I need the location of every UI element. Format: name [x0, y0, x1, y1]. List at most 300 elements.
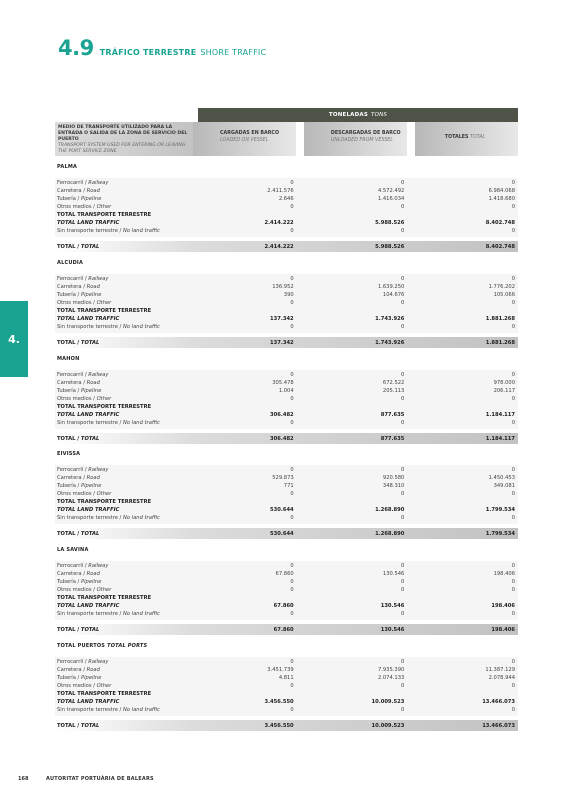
page-footer [18, 776, 154, 782]
port-section [55, 547, 518, 635]
row-label-es: Otros medios / [57, 587, 95, 593]
row-label-en: Road [86, 475, 100, 481]
row-label [55, 324, 194, 330]
total-cell: 8.402.748 [485, 243, 516, 250]
table-cell: 105.066 [493, 292, 516, 298]
row-label-en: Other [96, 587, 112, 593]
row-label-en: Other [96, 396, 112, 402]
row-label-en: No land traffic [122, 324, 160, 330]
table-cell: 390 [283, 292, 294, 298]
row-label-es: TOTAL TRANSPORTE TERRESTRE [57, 691, 152, 697]
row-label-en: No land traffic [122, 707, 160, 713]
table-cell: 306.482 [270, 412, 294, 418]
table-row [55, 379, 518, 387]
row-label [55, 707, 194, 713]
row-label-en: Pipeline [80, 483, 102, 489]
port-name [55, 547, 518, 555]
row-label-en: No land traffic [122, 420, 160, 426]
row-label-es: Ferrocarril / [57, 563, 87, 569]
table-cell: 0 [511, 587, 516, 593]
table-row [55, 578, 518, 586]
row-label [55, 188, 194, 194]
total-cell: 67.860 [273, 626, 294, 633]
table-row [55, 562, 518, 570]
table-row [55, 682, 518, 690]
table-row [55, 602, 518, 610]
table-row [55, 315, 518, 323]
table-cell: 529.873 [272, 475, 294, 481]
port-rows [55, 561, 518, 620]
table-cell: 1.184.117 [485, 412, 516, 418]
tons-group-header [198, 108, 518, 122]
row-label-es: Otros medios / [57, 300, 95, 306]
column-header-transport-es: MEDIO DE TRANSPORTE UTILIZADO PARA LA ENTRADA O SALIDA DE LA ZONA DE SERVICIO DEL PUERTO [58, 125, 188, 142]
table-cell: 0 [401, 324, 405, 330]
table-cell: 198.406 [491, 603, 516, 609]
table-cell: 0 [401, 707, 405, 713]
row-label [55, 204, 194, 210]
table-row [55, 594, 518, 602]
page-header [58, 36, 266, 60]
table-cell: 2.646 [278, 196, 294, 202]
row-label-en: Railway [88, 563, 109, 569]
table-cell: 104.676 [382, 292, 405, 298]
total-cell: 530.644 [270, 530, 294, 537]
table-row [55, 474, 518, 482]
table-cell: 1.450.453 [488, 475, 516, 481]
port-name [55, 356, 518, 364]
table-row [55, 195, 518, 203]
row-label-es: Sin transporte terrestre / [57, 515, 122, 521]
column-header-loaded-en: LOADED ON VESSEL [220, 137, 269, 143]
section-title-en: SHORE TRAFFIC [200, 48, 267, 57]
total-label-es: TOTAL / [57, 435, 80, 442]
table-cell: 0 [290, 324, 294, 330]
row-label-es: Carretera / [57, 667, 85, 673]
total-label-es: TOTAL / [57, 339, 80, 346]
row-label-en: Pipeline [80, 675, 102, 681]
table-row [55, 403, 518, 411]
row-label-en: TOTAL LAND TRAFFIC [57, 603, 120, 609]
chapter-tab [0, 301, 28, 377]
row-label-en: No land traffic [122, 611, 160, 617]
table-cell: 0 [511, 683, 516, 689]
total-cell: 1.743.926 [375, 339, 405, 346]
row-label-en: Road [86, 571, 100, 577]
row-label [55, 595, 194, 601]
table-row [55, 307, 518, 315]
table-row [55, 211, 518, 219]
row-label-es: Carretera / [57, 571, 85, 577]
table-cell: 1.743.926 [375, 316, 405, 322]
column-header-transport-en: TRANSPORT SYSTEM USED FOR ENTERING OR LEAVING THE PORT SERVICE ZONE [58, 143, 186, 154]
row-label-es: Ferrocarril / [57, 180, 87, 186]
row-label-es: Sin transporte terrestre / [57, 611, 122, 617]
row-label-es: Otros medios / [57, 491, 95, 497]
table-cell: 0 [401, 579, 405, 585]
row-label-es: Tubería / [57, 579, 80, 585]
table-row [55, 371, 518, 379]
column-header-transport [55, 122, 193, 156]
row-label [55, 196, 194, 202]
table-row [55, 690, 518, 698]
total-cell: 1.799.534 [485, 530, 516, 537]
table-cell: 0 [290, 300, 294, 306]
row-label-es: Sin transporte terrestre / [57, 707, 122, 713]
tons-header-es: TONELADAS [328, 112, 369, 118]
row-label-es: TOTAL TRANSPORTE TERRESTRE [57, 212, 152, 218]
table-cell: 198.406 [493, 571, 516, 577]
table-cell: 0 [290, 420, 294, 426]
row-label-en: Pipeline [80, 579, 102, 585]
row-label [55, 396, 194, 402]
table-cell: 0 [401, 587, 405, 593]
table-row [55, 299, 518, 307]
table-row [55, 490, 518, 498]
row-label-es: Sin transporte terrestre / [57, 420, 122, 426]
total-cell: 130.546 [380, 626, 405, 633]
total-label [55, 436, 194, 442]
row-label [55, 475, 194, 481]
table-cell: 0 [401, 276, 405, 282]
row-label [55, 388, 194, 394]
table-cell: 0 [290, 396, 294, 402]
table-cell: 1.639.250 [377, 284, 405, 290]
row-label-en: Other [96, 300, 112, 306]
table-row [55, 466, 518, 474]
table-cell: 0 [511, 396, 516, 402]
row-label [55, 699, 194, 705]
port-name-en: TOTAL PORTS [107, 643, 148, 649]
row-label [55, 507, 194, 513]
table-cell: 1.004 [278, 388, 294, 394]
table-cell: 0 [290, 228, 294, 234]
total-cell: 137.342 [270, 339, 294, 346]
row-label [55, 491, 194, 497]
total-label [55, 627, 194, 633]
table-cell: 1.418.680 [488, 196, 516, 202]
total-label [55, 340, 194, 346]
row-label [55, 276, 194, 282]
table-cell: 2.414.222 [264, 220, 294, 226]
row-label-en: Railway [88, 372, 109, 378]
table-row [55, 395, 518, 403]
row-label-en: TOTAL LAND TRAFFIC [57, 699, 120, 705]
table-cell: 0 [511, 300, 516, 306]
row-label [55, 292, 194, 298]
table-row [55, 283, 518, 291]
column-header-total-en: TOTAL [470, 135, 486, 140]
row-label [55, 380, 194, 386]
row-label-es: Sin transporte terrestre / [57, 324, 122, 330]
table-cell: 0 [290, 579, 294, 585]
row-label-es: TOTAL TRANSPORTE TERRESTRE [57, 404, 152, 410]
table-cell: 0 [290, 659, 294, 665]
row-label-es: Ferrocarril / [57, 659, 87, 665]
port-name-es: MAHON [57, 356, 80, 362]
column-headers [55, 122, 518, 156]
column-header-unloaded-es: DESCARGADAS DE BARCO [330, 131, 401, 136]
table-cell: 0 [401, 396, 405, 402]
table-cell: 0 [401, 204, 405, 210]
row-label-en: No land traffic [122, 228, 160, 234]
row-label [55, 308, 194, 314]
table-cell: 0 [401, 563, 405, 569]
total-row [55, 528, 518, 539]
total-label-en: TOTAL [80, 339, 100, 346]
table-cell: 10.009.523 [371, 699, 405, 705]
row-label-en: Railway [88, 180, 109, 186]
table-cell: 1.416.034 [377, 196, 405, 202]
row-label-es: Tubería / [57, 483, 80, 489]
port-name-es: PALMA [57, 164, 78, 170]
column-header-loaded-es: CARGADAS EN BARCO [220, 131, 280, 136]
table-cell: 672.522 [382, 380, 405, 386]
table-row [55, 498, 518, 506]
column-header-loaded [193, 122, 296, 156]
row-label-es: TOTAL TRANSPORTE TERRESTRE [57, 308, 152, 314]
total-cell: 877.635 [380, 435, 405, 442]
table-cell: 0 [511, 707, 516, 713]
row-label [55, 404, 194, 410]
row-label [55, 675, 194, 681]
tons-header-en: TONS [371, 112, 388, 118]
table-cell: 136.952 [272, 284, 294, 290]
total-row [55, 241, 518, 252]
port-section [55, 260, 518, 348]
table-cell: 4.811 [278, 675, 294, 681]
table-cell: 0 [401, 515, 405, 521]
row-label-es: Otros medios / [57, 396, 95, 402]
row-label-en: TOTAL LAND TRAFFIC [57, 220, 120, 226]
row-label [55, 316, 194, 322]
table-row [55, 323, 518, 331]
row-label [55, 180, 194, 186]
table-cell: 0 [290, 372, 294, 378]
port-name-es: EIVISSA [57, 451, 81, 457]
row-label [55, 412, 194, 418]
total-cell: 13.466.073 [482, 722, 516, 729]
table-cell: 0 [511, 372, 516, 378]
table-cell: 13.466.073 [482, 699, 516, 705]
row-label-en: Road [86, 188, 100, 194]
total-label [55, 244, 194, 250]
table-cell: 8.402.748 [485, 220, 516, 226]
table-cell: 305.478 [272, 380, 294, 386]
table-row [55, 586, 518, 594]
port-rows [55, 465, 518, 524]
row-label-en: Road [86, 667, 100, 673]
total-label-es: TOTAL / [57, 530, 80, 537]
port-name-es: ALCUDIA [57, 260, 84, 266]
table-cell: 137.342 [270, 316, 294, 322]
table-cell: 2.078.944 [488, 675, 516, 681]
table-cell: 6.984.068 [488, 188, 516, 194]
row-label [55, 220, 194, 226]
table-cell: 130.546 [382, 571, 405, 577]
total-cell: 10.009.523 [371, 722, 405, 729]
row-label [55, 571, 194, 577]
table-cell: 0 [290, 467, 294, 473]
table-cell: 0 [401, 683, 405, 689]
row-label [55, 300, 194, 306]
row-label-en: Road [86, 284, 100, 290]
table-row [55, 698, 518, 706]
table-cell: 0 [511, 515, 516, 521]
table-cell: 0 [290, 683, 294, 689]
row-label-es: Tubería / [57, 196, 80, 202]
table-cell: 771 [283, 483, 294, 489]
table-cell: 0 [290, 204, 294, 210]
total-cell: 5.988.526 [375, 243, 405, 250]
total-cell: 1.268.890 [375, 530, 405, 537]
table-cell: 0 [511, 467, 516, 473]
port-section [55, 356, 518, 444]
table-cell: 0 [290, 515, 294, 521]
row-label [55, 483, 194, 489]
table-row [55, 187, 518, 195]
row-label-en: Pipeline [80, 292, 102, 298]
row-label-es: Otros medios / [57, 204, 95, 210]
table-row [55, 419, 518, 427]
table-cell: 0 [401, 228, 405, 234]
table-cell: 0 [401, 300, 405, 306]
table-cell: 1.776.202 [488, 284, 516, 290]
port-section [55, 451, 518, 539]
table-row [55, 387, 518, 395]
total-cell: 2.414.222 [264, 243, 294, 250]
table-cell: 0 [511, 611, 516, 617]
column-header-total-es: TOTALES [444, 135, 469, 140]
row-label-es: Carretera / [57, 380, 85, 386]
row-label-en: TOTAL LAND TRAFFIC [57, 507, 120, 513]
table-cell: 206.117 [493, 388, 516, 394]
total-cell: 3.456.550 [264, 722, 294, 729]
row-label [55, 499, 194, 505]
row-label-en: Railway [88, 659, 109, 665]
table-row [55, 658, 518, 666]
table-cell: 2.411.576 [267, 188, 294, 194]
table-cell: 877.635 [380, 412, 405, 418]
table-cell: 3.456.550 [264, 699, 294, 705]
table-cell: 67.860 [275, 571, 294, 577]
row-label-en: TOTAL LAND TRAFFIC [57, 412, 120, 418]
table-cell: 0 [401, 467, 405, 473]
port-rows [55, 274, 518, 333]
table-row [55, 179, 518, 187]
table-cell: 978.000 [493, 380, 516, 386]
table-cell: 3.451.739 [267, 667, 294, 673]
port-name [55, 643, 518, 651]
table-cell: 0 [290, 563, 294, 569]
section-number: 4.9 [58, 36, 94, 60]
table-row [55, 482, 518, 490]
table-cell: 0 [401, 659, 405, 665]
row-label [55, 667, 194, 673]
table-cell: 348.310 [382, 483, 405, 489]
row-label [55, 587, 194, 593]
row-label-es: Carretera / [57, 284, 85, 290]
table-row [55, 610, 518, 618]
table-row [55, 506, 518, 514]
table-row [55, 666, 518, 674]
chapter-tab-label: 4. [8, 332, 20, 346]
table-row [55, 674, 518, 682]
table-cell: 2.074.133 [377, 675, 405, 681]
port-section [55, 164, 518, 252]
table-cell: 0 [290, 707, 294, 713]
row-label-es: TOTAL TRANSPORTE TERRESTRE [57, 499, 152, 505]
row-label-en: Pipeline [80, 196, 102, 202]
row-label [55, 683, 194, 689]
column-header-unloaded-en: UNLOADED FROM VESSEL [330, 137, 393, 143]
row-label-es: Tubería / [57, 675, 80, 681]
row-label [55, 420, 194, 426]
table-cell: 0 [401, 611, 405, 617]
port-rows [55, 657, 518, 716]
table-cell: 0 [511, 204, 516, 210]
total-label-en: TOTAL [80, 243, 100, 250]
row-label-es: Ferrocarril / [57, 276, 87, 282]
table-cell: 5.988.526 [375, 220, 405, 226]
row-label [55, 284, 194, 290]
total-row [55, 720, 518, 731]
table-cell: 0 [290, 491, 294, 497]
table-cell: 0 [511, 563, 516, 569]
table-cell: 1.799.534 [485, 507, 516, 513]
row-label-en: Pipeline [80, 388, 102, 394]
port-rows [55, 178, 518, 237]
total-label-es: TOTAL / [57, 722, 80, 729]
row-label [55, 228, 194, 234]
row-label [55, 515, 194, 521]
port-rows [55, 370, 518, 429]
total-label [55, 723, 194, 729]
total-row [55, 624, 518, 635]
table-cell: 0 [511, 324, 516, 330]
table-cell: 0 [401, 491, 405, 497]
row-label [55, 691, 194, 697]
table-row [55, 570, 518, 578]
row-label-es: Tubería / [57, 388, 80, 394]
organization-name: AUTORITAT PORTUÀRIA DE BALEARS [46, 776, 154, 782]
table-cell: 67.860 [273, 603, 294, 609]
table-cell: 0 [290, 180, 294, 186]
table-cell: 0 [290, 611, 294, 617]
table-row [55, 706, 518, 714]
table-cell: 349.081 [493, 483, 516, 489]
total-cell: 306.482 [270, 435, 294, 442]
table-cell: 0 [511, 491, 516, 497]
total-label [55, 531, 194, 537]
row-label [55, 579, 194, 585]
column-header-total [415, 122, 518, 156]
row-label-es: Tubería / [57, 292, 80, 298]
port-name [55, 260, 518, 268]
total-label-en: TOTAL [80, 626, 100, 633]
row-label-en: No land traffic [122, 515, 160, 521]
row-label-en: Other [96, 683, 112, 689]
table-cell: 130.546 [380, 603, 405, 609]
table-row [55, 411, 518, 419]
total-label-es: TOTAL / [57, 626, 80, 633]
table-cell: 0 [511, 420, 516, 426]
table-cell: 1.881.268 [485, 316, 516, 322]
total-cell: 198.406 [491, 626, 516, 633]
table-cell: 0 [401, 180, 405, 186]
table-row [55, 514, 518, 522]
port-name [55, 451, 518, 459]
